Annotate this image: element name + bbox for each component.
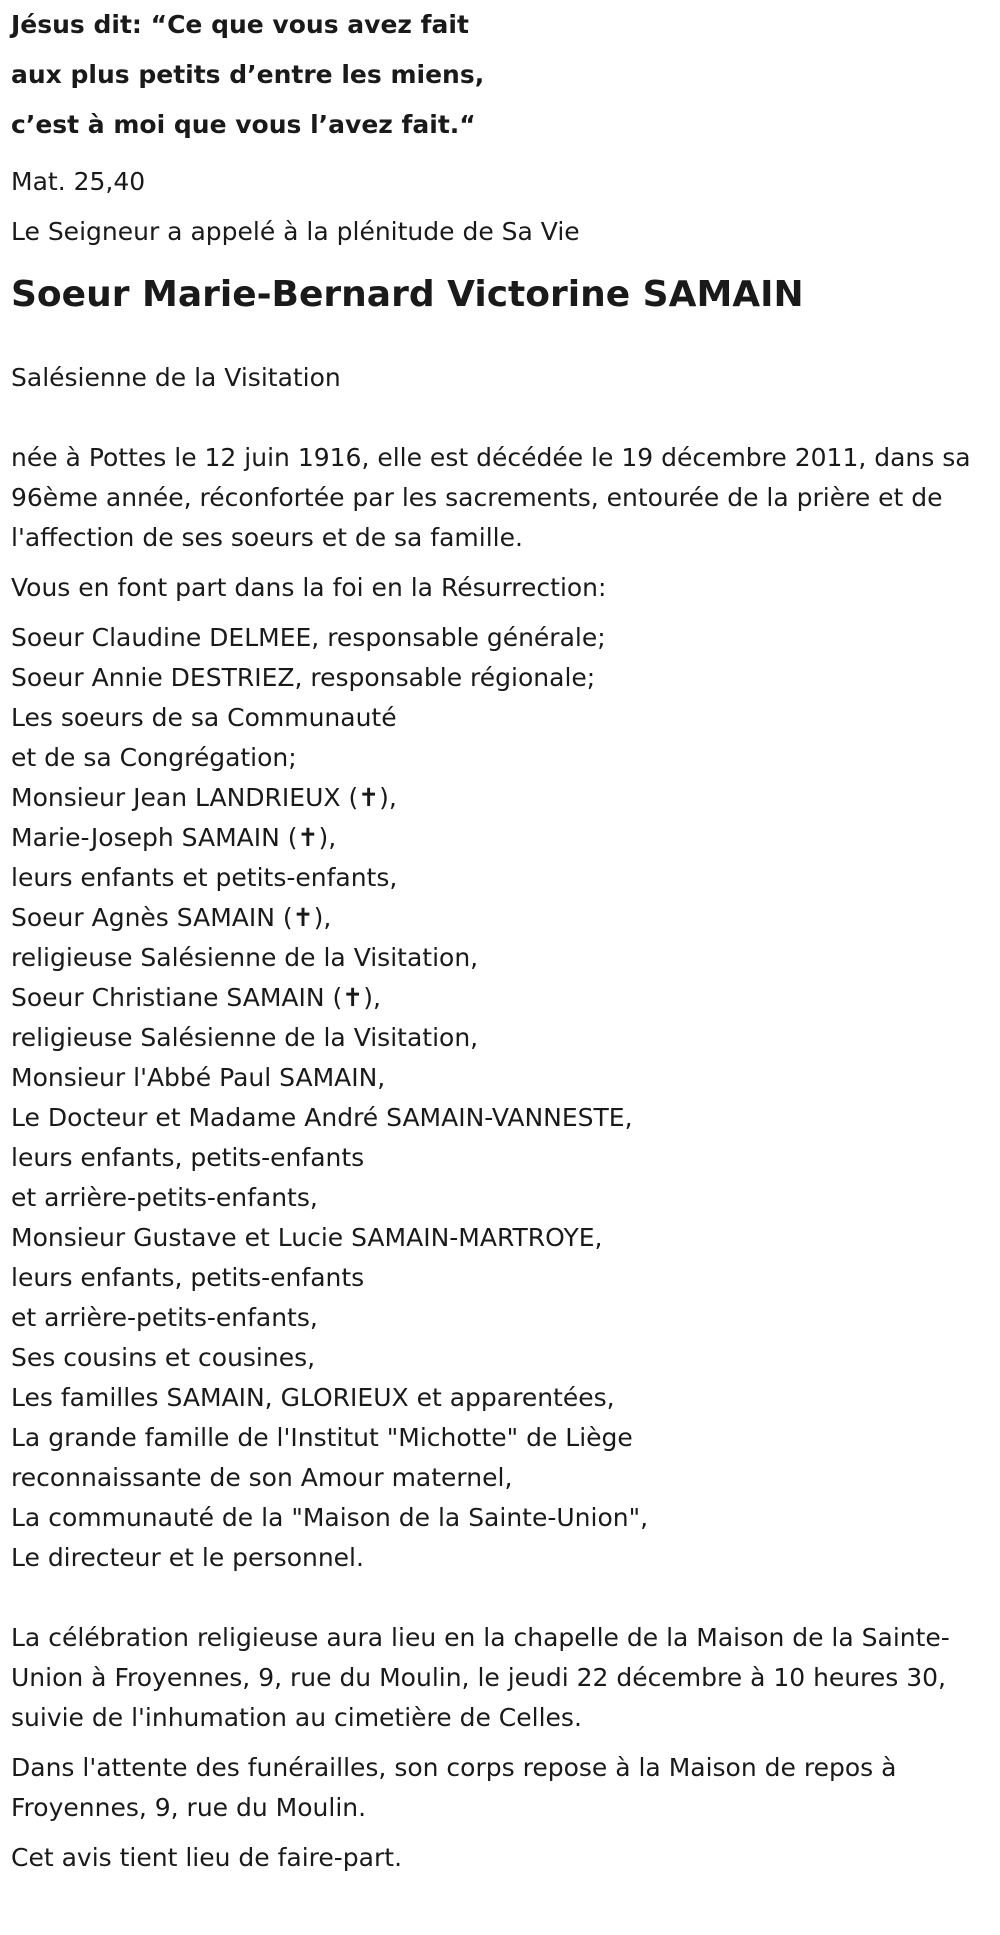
ceremony-paragraph: La célébration religieuse aura lieu en la chapelle de la Maison de la Sainte-Union à Froyennes, 9, rue du Moulin, le jeudi 22 décembre à 10 heures 30, suivie de l'inhumation au cimetière de Celles. xyxy=(11,1623,950,1732)
family-line: Ses cousins et cousines, xyxy=(11,1343,316,1372)
family-list xyxy=(11,618,991,1578)
family-line: religieuse Salésienne de la Visitation, xyxy=(11,943,479,972)
family-line: Monsieur l'Abbé Paul SAMAIN, xyxy=(11,1063,386,1092)
family-line: La grande famille de l'Institut "Michotte" de Liège xyxy=(11,1423,633,1452)
scripture-quote xyxy=(11,0,991,150)
family-line: Soeur Christiane SAMAIN (✝), xyxy=(11,983,381,1012)
biography-paragraph: née à Pottes le 12 juin 1916, elle est décédée le 19 décembre 2011, dans sa 96ème année, réconfortée par les sacrements, entourée de la prière et de l'affection de ses soeurs et de sa famille. xyxy=(11,443,971,552)
family-line: Le directeur et le personnel. xyxy=(11,1543,364,1572)
family-line: Les familles SAMAIN, GLORIEUX et apparentées, xyxy=(11,1383,615,1412)
scripture-reference: Mat. 25,40 xyxy=(11,167,146,196)
family-line: La communauté de la "Maison de la Sainte-Union", xyxy=(11,1503,649,1532)
closing-line: Cet avis tient lieu de faire-part. xyxy=(11,1843,403,1872)
family-line: reconnaissante de son Amour maternel, xyxy=(11,1463,513,1492)
quote-line-3: c’est à moi que vous l’avez fait.“ xyxy=(11,110,476,139)
family-line: Monsieur Jean LANDRIEUX (✝), xyxy=(11,783,397,812)
family-line: et arrière-petits-enfants, xyxy=(11,1183,318,1212)
announcement-line: Vous en font part dans la foi en la Résurrection: xyxy=(11,573,607,602)
family-line: Le Docteur et Madame André SAMAIN-VANNESTE, xyxy=(11,1103,633,1132)
family-line: religieuse Salésienne de la Visitation, xyxy=(11,1023,479,1052)
called-to-life-line: Le Seigneur a appelé à la plénitude de Sa Vie xyxy=(11,217,580,246)
quote-line-2: aux plus petits d’entre les miens, xyxy=(11,60,485,89)
quote-line-1: Jésus dit: “Ce que vous avez fait xyxy=(11,10,469,39)
repose-paragraph: Dans l'attente des funérailles, son corps repose à la Maison de repos à Froyennes, 9, rue du Moulin. xyxy=(11,1753,897,1822)
family-line: et de sa Congrégation; xyxy=(11,743,297,772)
family-line: leurs enfants et petits-enfants, xyxy=(11,863,398,892)
family-line: Les soeurs de sa Communauté xyxy=(11,703,397,732)
family-line: Soeur Agnès SAMAIN (✝), xyxy=(11,903,332,932)
family-line: Soeur Claudine DELMEE, responsable générale; xyxy=(11,623,606,652)
family-line: leurs enfants, petits-enfants xyxy=(11,1143,365,1172)
family-line: Marie-Joseph SAMAIN (✝), xyxy=(11,823,337,852)
congregation-label: Salésienne de la Visitation xyxy=(11,363,341,392)
family-line: leurs enfants, petits-enfants xyxy=(11,1263,365,1292)
family-line: Monsieur Gustave et Lucie SAMAIN-MARTROYE, xyxy=(11,1223,603,1252)
deceased-name: Soeur Marie-Bernard Victorine SAMAIN xyxy=(11,274,804,315)
family-line: Soeur Annie DESTRIEZ, responsable régionale; xyxy=(11,663,596,692)
obituary-notice xyxy=(11,0,991,1878)
family-line: et arrière-petits-enfants, xyxy=(11,1303,318,1332)
